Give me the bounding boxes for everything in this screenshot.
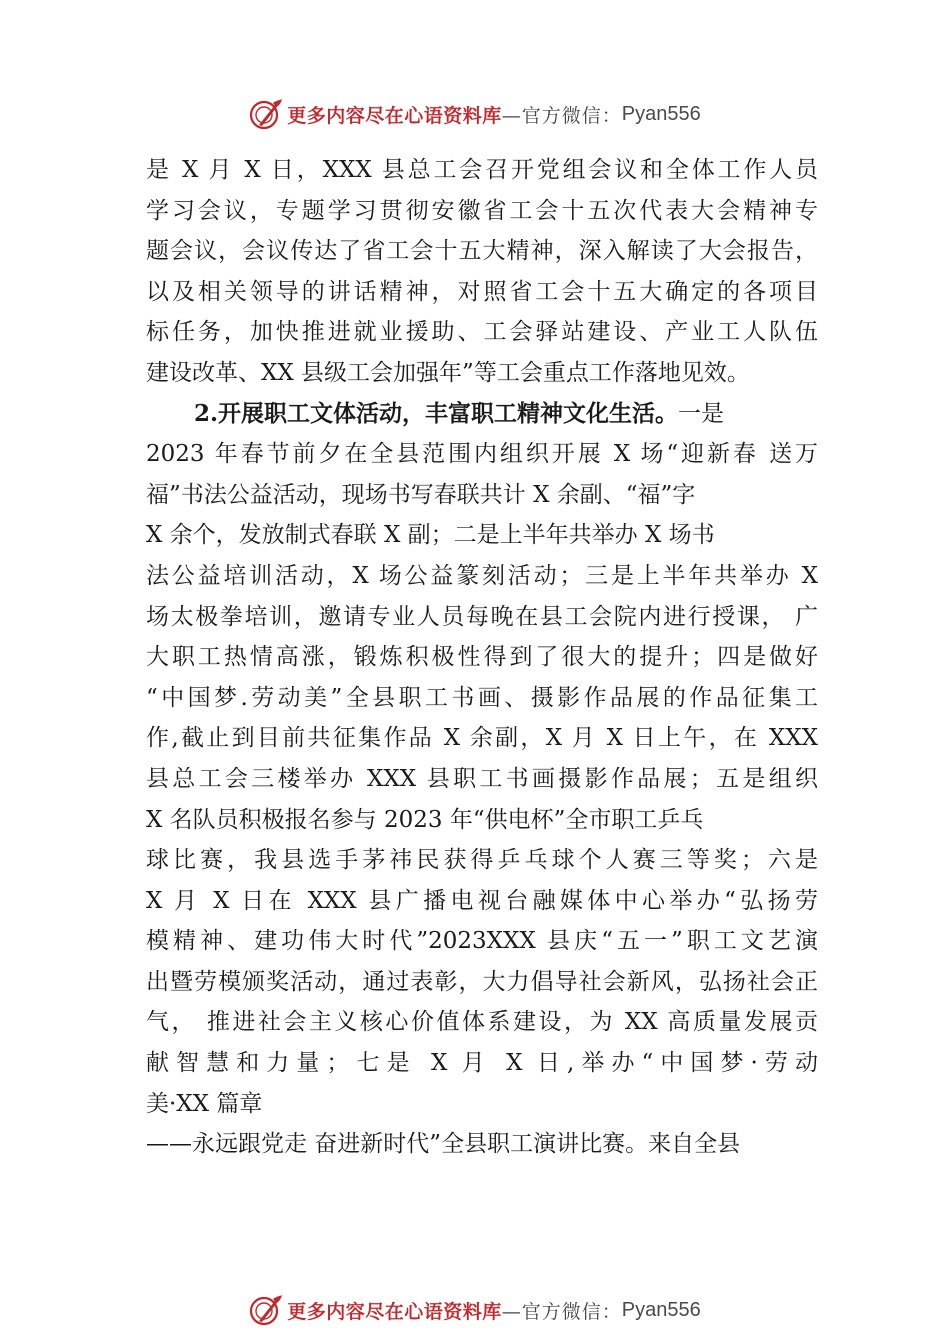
body-line: 气， 推进社会主义核心价值体系建设，为 XX 高质量发展贡	[146, 1009, 818, 1036]
body-line: 美·XX 篇章	[146, 1090, 263, 1117]
body-line: 以及相关领导的讲话精神，对照省工会十五大确定的各项目	[146, 278, 818, 305]
banner-sub-text: —官方微信：	[501, 1300, 622, 1323]
banner-sub-text: —官方微信：	[501, 104, 622, 127]
banner-id-text: Pyan556	[621, 1298, 701, 1321]
body-line: X 名队员积极报名参与 2023 年“供电杯”全市职工乒乓	[146, 806, 704, 833]
body-line: 标任务，加快推进就业援助、工会驿站建设、产业工人队伍	[146, 319, 818, 346]
banner-main-text: 更多内容尽在心语资料库	[287, 1300, 502, 1323]
header-banner	[0, 94, 950, 134]
body-line: 福”书法公益活动，现场书写春联共计 X 余副、“福”字	[146, 481, 696, 508]
banner-id-text: Pyan556	[621, 102, 701, 125]
body-line: 模精神、建功伟大时代”2023XXX 县庆“五一”职工文艺演	[146, 928, 818, 955]
body-line: 题会议，会议传达了省工会十五大精神，深入解读了大会报告，	[146, 238, 818, 265]
body-line: 2023 年春节前夕在全县范围内组织开展 X 场“迎新春 送万	[146, 441, 818, 468]
body-line: 作,截止到目前共征集作品 X 余副，X 月 X 日上午，在 XXX	[146, 725, 818, 752]
body-line: 大职工热情高涨，锻炼积极性得到了很大的提升；四是做好	[146, 644, 818, 671]
body-line: X 余个，发放制式春联 X 副；二是上半年共举办 X 场书	[146, 522, 715, 549]
section-heading-line	[146, 394, 818, 435]
section-heading-rest: 一是	[678, 400, 725, 427]
body-line: 法公益培训活动，X 场公益篆刻活动；三是上半年共举办 X	[146, 562, 818, 589]
document-body	[146, 150, 818, 1165]
body-line: 建设改革、XX 县级工会加强年”等工会重点工作落地见效。	[146, 359, 750, 386]
body-line: 献智慧和力量；七是 X 月 X 日,举办“中国梦·劳动	[146, 1050, 818, 1077]
body-line: 县总工会三楼举办 XXX 县职工书画摄影作品展；五是组织	[146, 765, 818, 792]
footer-banner	[0, 1290, 950, 1330]
quill-logo-icon	[249, 1293, 283, 1327]
body-line: “中国梦.劳动美”全县职工书画、摄影作品展的作品征集工	[146, 684, 818, 711]
body-line: 是 X 月 X 日，XXX 县总工会召开党组会议和全体工作人员	[146, 157, 818, 183]
body-line: X 月 X 日在 XXX 县广播电视台融媒体中心举办“弘扬劳	[146, 887, 818, 914]
body-line: 出暨劳模颁奖活动，通过表彰，大力倡导社会新风，弘扬社会正	[146, 968, 818, 995]
section-heading: 2.开展职工文体活动，丰富职工精神文化生活。	[194, 399, 679, 427]
body-line: 场太极拳培训，邀请专业人员每晚在县工会院内进行授课， 广	[146, 603, 818, 630]
quill-logo-icon	[249, 97, 283, 131]
body-line: 学习会议，专题学习贯彻安徽省工会十五次代表大会精神专	[146, 197, 818, 224]
body-line: 球比赛，我县选手茅祎民获得乒乓球个人赛三等奖；六是	[146, 847, 818, 874]
body-line: ——永远跟党走 奋进新时代”全县职工演讲比赛。来自全县	[146, 1131, 741, 1158]
banner-main-text: 更多内容尽在心语资料库	[287, 104, 502, 127]
